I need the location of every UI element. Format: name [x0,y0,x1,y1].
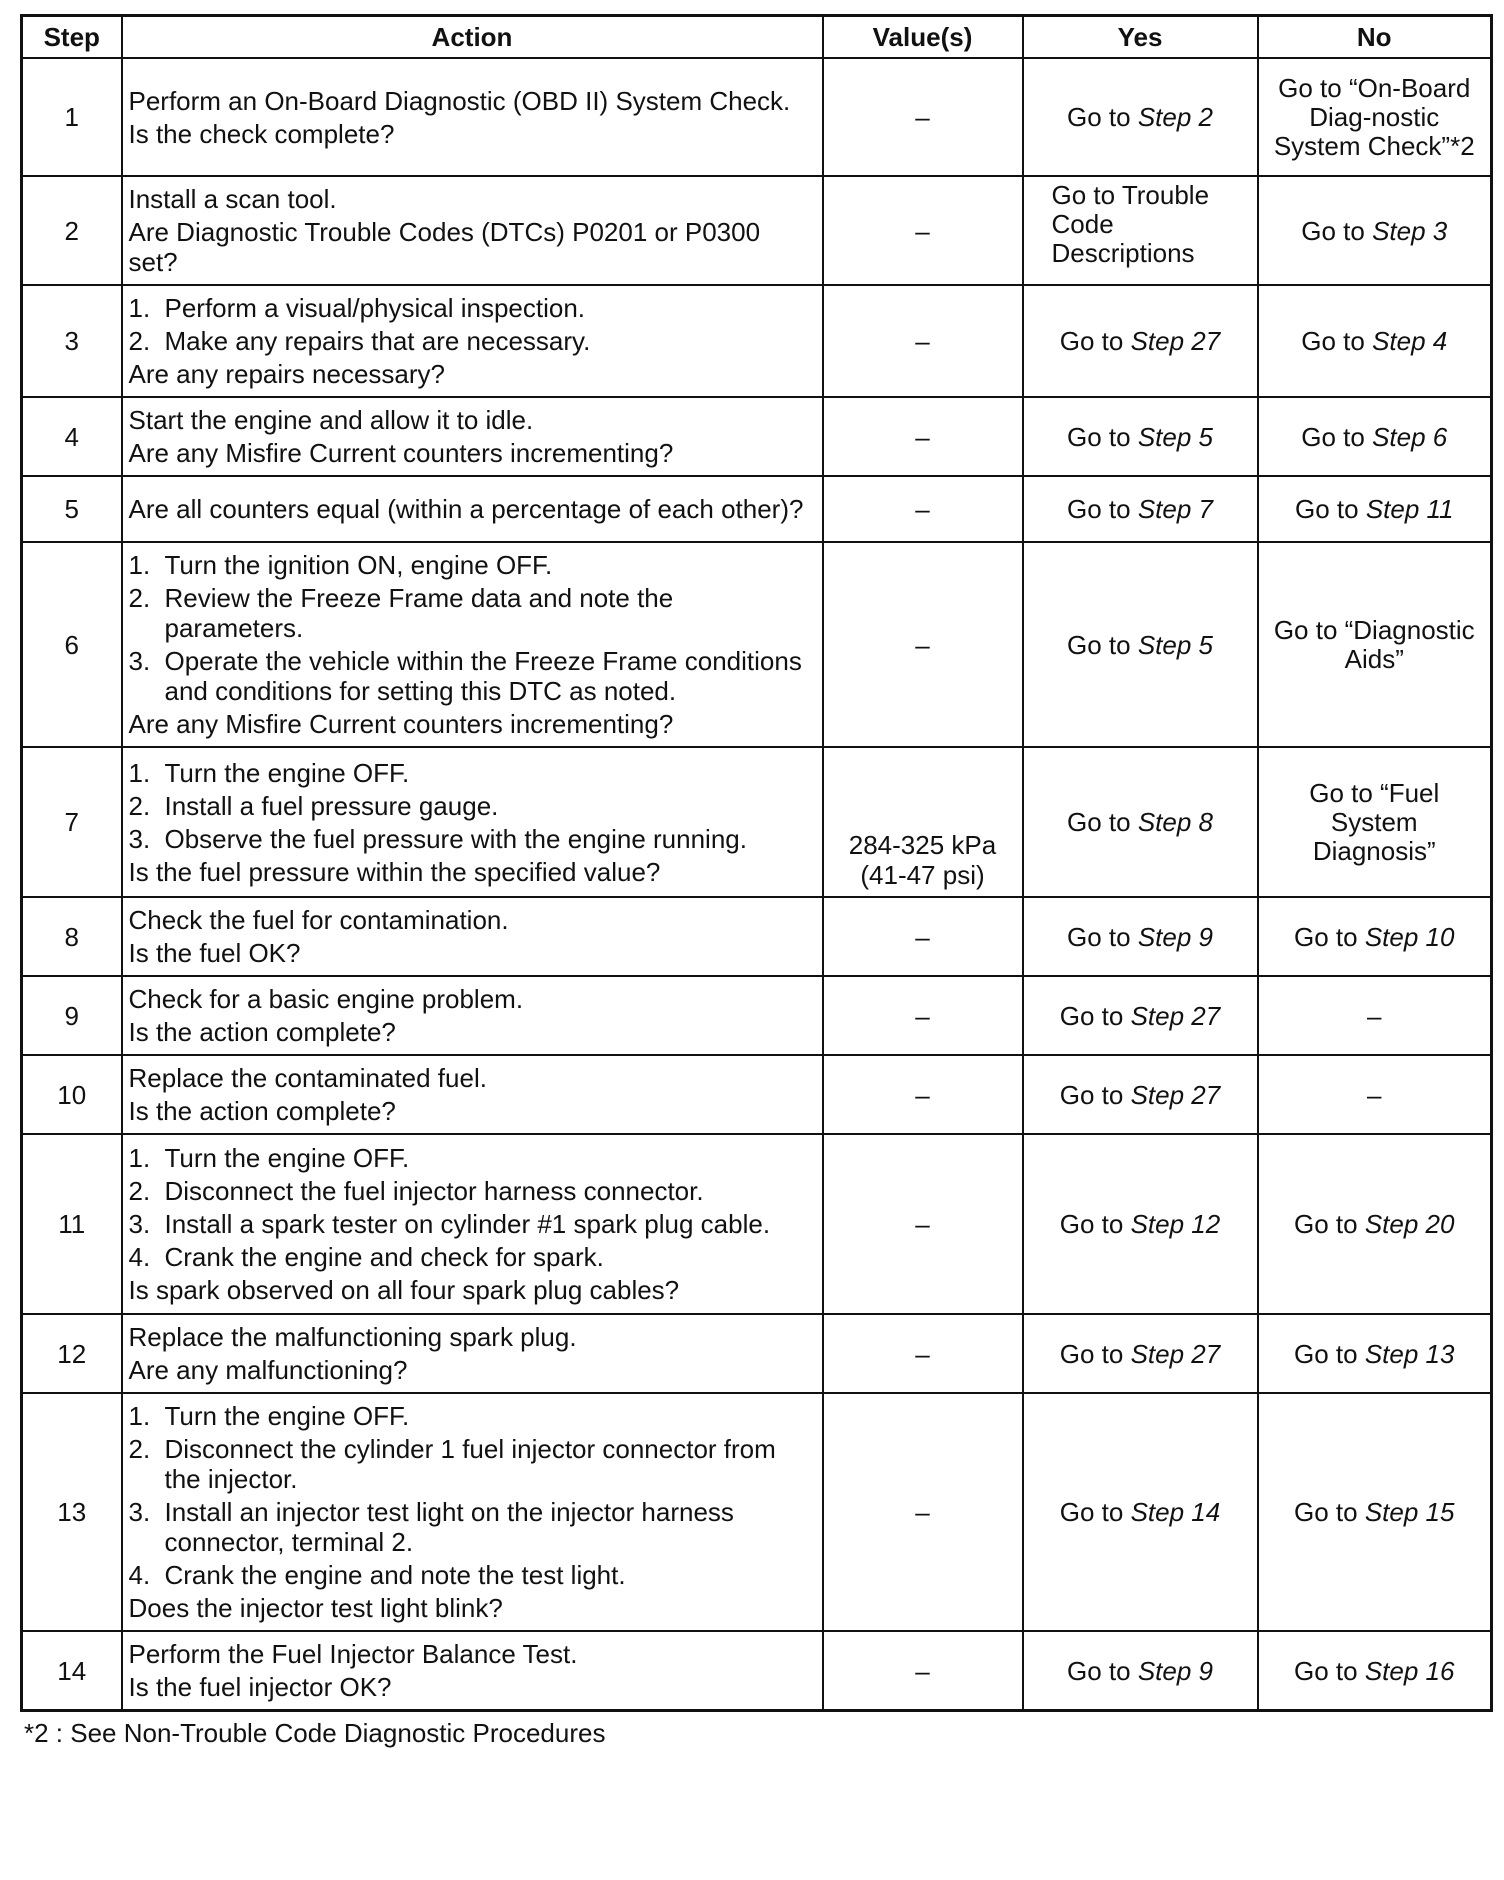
value-cell [823,897,1023,976]
yes-goto-link[interactable] [1060,326,1220,356]
yes-goto-link[interactable] [1060,1080,1220,1110]
goto-prefix: Go to [1294,1655,1358,1686]
action-list-item [129,326,816,356]
no-goto-link[interactable] [1294,1656,1454,1686]
no-goto-link[interactable]: Go to “Diagnostic Aids” [1273,614,1475,674]
action-list-item [129,1242,816,1272]
action-list-item [129,550,816,580]
value-cell [823,58,1023,176]
header-values: Value(s) [823,16,1023,59]
action-question: Is the action complete? [128,1096,396,1126]
yes-cell [1023,897,1258,976]
goto-prefix: Go to [1067,629,1131,660]
header-row [22,16,1492,59]
step-number: 10 [22,1055,122,1134]
goto-step: Step 15 [1364,1497,1455,1527]
value-cell [823,542,1023,747]
no-goto-link[interactable] [1294,1497,1454,1527]
yes-goto-link[interactable] [1067,102,1213,132]
table-row [22,1631,1492,1711]
goto-step: Step 27 [1130,1338,1221,1369]
no-goto-link[interactable]: Go to “On-Board Diag-nostic System Check”*2 [1273,72,1475,161]
footnote: *2 : See Non-Trouble Code Diagnostic Procedures [24,1718,606,1748]
header-step: Step [22,16,122,59]
action-item-number: 1. [128,1401,151,1431]
goto-prefix: Go to [1059,1497,1124,1527]
action-cell [122,1393,823,1631]
action-cell [122,1631,823,1711]
goto-prefix: Go to [1294,1338,1358,1369]
action-list-item [129,1401,816,1431]
action-question: Is the fuel pressure within the specified value? [128,856,661,887]
table-row [22,1055,1492,1134]
yes-goto-link[interactable] [1067,922,1213,952]
goto-step: Step 14 [1130,1497,1221,1527]
step-number: 11 [22,1134,122,1314]
yes-goto-link[interactable] [1060,1497,1220,1527]
no-cell [1258,542,1492,747]
yes-cell [1023,542,1258,747]
goto-prefix: Go to [1301,421,1365,452]
action-list-item [129,1176,816,1206]
table-row [22,476,1492,542]
goto-prefix: Go to [1301,215,1365,246]
yes-cell [1023,476,1258,542]
no-cell [1258,58,1492,176]
value-cell [823,176,1023,285]
goto-step: Step 5 [1137,629,1213,660]
no-cell [1258,1631,1492,1711]
value-cell [823,1631,1023,1711]
yes-goto-link[interactable] [1060,1209,1220,1239]
table-row [22,176,1492,285]
value-text: – [915,921,930,952]
no-goto-link[interactable] [1294,1339,1454,1369]
action-item-number: 1. [128,293,151,323]
value-cell [823,1134,1023,1314]
action-item-number: 1. [128,550,151,580]
action-text: Perform an On-Board Diagnostic (OBD II) System Check. [128,85,791,116]
action-list-item [129,1143,816,1173]
action-item-number: 2. [128,1434,151,1464]
action-item-number: 2. [128,790,151,821]
table-row [22,542,1492,747]
action-item-number: 2. [128,583,151,613]
no-goto-link[interactable] [1294,922,1454,952]
no-cell [1258,397,1492,476]
goto-step: Step 9 [1137,921,1213,952]
yes-cell [1023,1055,1258,1134]
action-item-number: 4. [128,1560,151,1590]
value-text: – [915,1000,930,1031]
goto-step: Step 4 [1372,326,1448,356]
value-cell [823,285,1023,397]
action-list-item [129,791,816,821]
value-cell [823,747,1023,897]
goto-prefix: Go to [1059,1079,1124,1110]
action-list-item [129,1497,816,1557]
action-cell [122,397,823,476]
header-yes: Yes [1023,16,1258,59]
action-question: Is the fuel OK? [128,938,301,968]
no-empty-dash: – [1367,1079,1382,1110]
goto-prefix: Go to [1301,326,1365,356]
yes-cell [1023,1134,1258,1314]
goto-prefix: Go to [1294,921,1358,952]
action-item-text: Crank the engine and check for spark. [164,1242,604,1272]
action-item-text: Turn the engine OFF. [164,757,410,788]
yes-cell [1023,58,1258,176]
yes-cell [1023,1314,1258,1393]
yes-goto-link[interactable] [1060,1339,1220,1369]
goto-step: Step 12 [1130,1209,1221,1239]
goto-step: Step 16 [1364,1655,1455,1686]
no-cell [1258,1055,1492,1134]
goto-prefix: Go to [1059,1000,1124,1031]
action-item-text: Observe the fuel pressure with the engine running. [164,823,747,854]
action-question: Are any repairs necessary? [128,359,445,389]
goto-step: Step 13 [1364,1338,1455,1369]
action-item-number: 3. [128,646,151,676]
value-cell [823,976,1023,1055]
goto-prefix: Go to [1294,494,1359,524]
action-item-number: 1. [128,1143,151,1173]
action-cell [122,285,823,397]
step-number: 5 [22,476,122,542]
value-text: – [915,1079,930,1110]
action-question: Are all counters equal (within a percentage of each other)? [128,494,804,524]
yes-goto-link[interactable]: Go to Trouble Code Descriptions [1051,180,1210,268]
action-item-text: Operate the vehicle within the Freeze Frame conditions and conditions for setting this DTC as noted. [164,646,802,706]
header-no: No [1258,16,1492,59]
no-goto-link[interactable] [1301,326,1447,356]
step-number: 12 [22,1314,122,1393]
no-cell [1258,976,1492,1055]
no-cell [1258,285,1492,397]
step-number: 7 [22,747,122,897]
action-item-number: 3. [128,1497,151,1527]
step-number: 1 [22,58,122,176]
yes-cell [1023,397,1258,476]
value-cell [823,397,1023,476]
no-goto-link[interactable] [1301,422,1447,452]
action-question: Is the action complete? [128,1017,396,1047]
goto-prefix: Go to [1067,421,1131,452]
table-row [22,58,1492,176]
table-row [22,285,1492,397]
goto-step: Step 8 [1137,807,1213,837]
action-item-text: Turn the ignition ON, engine OFF. [164,550,553,580]
action-list-item [129,824,816,854]
action-cell [122,542,823,747]
diagnostic-table [20,14,1493,1712]
step-number: 6 [22,542,122,747]
action-list-item [129,583,816,643]
table-row [22,897,1492,976]
action-text: Install a scan tool. [128,184,337,214]
action-item-number: 2. [128,1176,151,1206]
yes-cell [1023,176,1258,285]
value-text: – [915,326,930,356]
action-item-text: Install a spark tester on cylinder #1 spark plug cable. [164,1209,771,1239]
action-cell [122,476,823,542]
action-item-text: Install a fuel pressure gauge. [164,790,499,821]
action-cell [122,897,823,976]
action-list-item [129,293,816,323]
action-item-number: 3. [128,823,151,854]
no-goto-link[interactable] [1301,216,1447,246]
step-number: 13 [22,1393,122,1631]
yes-goto-link[interactable] [1067,807,1213,837]
goto-step: Step 10 [1364,921,1455,952]
step-number: 8 [22,897,122,976]
action-item-text: Perform a visual/physical inspection. [164,293,586,323]
step-number: 3 [22,285,122,397]
value-text: – [915,215,930,246]
no-cell [1258,897,1492,976]
action-text: Replace the contaminated fuel. [128,1063,487,1093]
value-text: – [915,629,930,660]
value-text: – [915,1338,930,1369]
action-question: Are any malfunctioning? [128,1355,408,1385]
goto-step: Step 9 [1137,1655,1213,1686]
goto-prefix: Go to [1294,1497,1358,1527]
goto-step: Step 27 [1130,1000,1221,1031]
goto-prefix: Go to [1067,807,1131,837]
action-text: Start the engine and allow it to idle. [128,405,534,435]
action-cell [122,747,823,897]
goto-step: Step 5 [1137,421,1213,452]
value-cell [823,476,1023,542]
goto-prefix: Go to [1059,326,1124,356]
goto-prefix: Go to [1067,921,1131,952]
yes-cell [1023,976,1258,1055]
value-cell [823,1314,1023,1393]
action-item-number: 1. [128,757,151,788]
value-cell [823,1055,1023,1134]
yes-goto-link[interactable] [1067,1656,1213,1686]
action-cell [122,58,823,176]
no-cell [1258,747,1492,897]
action-item-number: 4. [128,1242,151,1272]
no-cell [1258,1134,1492,1314]
yes-cell [1023,1393,1258,1631]
no-goto-link[interactable] [1295,494,1454,524]
action-question: Are any Misfire Current counters incrementing? [128,438,674,468]
action-item-text: Review the Freeze Frame data and note the parameters. [164,583,674,643]
action-item-text: Crank the engine and note the test light. [164,1560,626,1590]
value-text: – [915,1497,930,1527]
action-question: Is the check complete? [128,118,395,149]
action-item-number: 3. [128,1209,151,1239]
action-cell [122,1134,823,1314]
diagnostic-page [20,14,1490,1749]
no-empty-dash: – [1367,1000,1382,1031]
action-list-item [129,1560,816,1590]
table-row [22,747,1492,897]
goto-step: Step 3 [1372,215,1448,246]
value-text: – [915,1655,930,1686]
no-goto-link[interactable] [1294,1209,1454,1239]
value-text: – [915,494,930,524]
goto-prefix: Go to [1067,494,1131,524]
action-question: Are Diagnostic Trouble Codes (DTCs) P0201 or P0300 set? [128,217,761,277]
goto-step: Step 2 [1137,102,1213,132]
goto-prefix: Go to [1059,1338,1124,1369]
goto-prefix: Go to [1059,1209,1124,1239]
no-cell [1258,1314,1492,1393]
table-row [22,976,1492,1055]
yes-goto-link[interactable] [1060,1001,1220,1031]
yes-cell [1023,747,1258,897]
goto-step: Step 27 [1130,326,1221,356]
yes-cell [1023,285,1258,397]
table-row [22,1314,1492,1393]
table-row [22,1393,1492,1631]
action-question: Does the injector test light blink? [128,1593,503,1623]
action-question: Are any Misfire Current counters incrementing? [128,709,674,739]
yes-cell [1023,1631,1258,1711]
action-cell [122,176,823,285]
header-action: Action [122,16,823,59]
action-text: Replace the malfunctioning spark plug. [128,1322,577,1352]
value-text: – [915,102,930,132]
table-row [22,397,1492,476]
action-item-text: Turn the engine OFF. [164,1401,410,1431]
goto-step: Step 20 [1364,1209,1455,1239]
step-number: 2 [22,176,122,285]
action-list-item [129,1434,816,1494]
no-cell [1258,476,1492,542]
yes-goto-link[interactable] [1067,422,1213,452]
action-question: Is the fuel injector OK? [128,1672,392,1702]
action-item-text: Install an injector test light on the injector harness connector, terminal 2. [164,1497,734,1557]
step-number: 9 [22,976,122,1055]
value-text: 284-325 kPa (41-47 psi) [848,830,997,890]
goto-prefix: Go to [1294,1209,1358,1239]
action-cell [122,1055,823,1134]
action-text: Check the fuel for contamination. [128,905,509,935]
action-list-item [129,758,816,788]
step-number: 14 [22,1631,122,1711]
value-text: – [915,421,930,452]
action-item-text: Disconnect the fuel injector harness connector. [164,1176,704,1206]
goto-step: Step 27 [1130,1079,1221,1110]
goto-prefix: Go to [1067,102,1131,132]
value-text: – [915,1209,930,1239]
goto-prefix: Go to [1067,1655,1131,1686]
value-cell [823,1393,1023,1631]
action-item-text: Turn the engine OFF. [164,1143,410,1173]
action-cell [122,976,823,1055]
goto-step: Step 11 [1365,494,1454,524]
action-cell [122,1314,823,1393]
action-item-text: Make any repairs that are necessary. [164,326,591,356]
action-list-item [129,1209,816,1239]
no-cell [1258,1393,1492,1631]
step-number: 4 [22,397,122,476]
table-body [22,58,1492,1711]
yes-goto-link[interactable] [1067,630,1213,660]
goto-step: Step 7 [1137,494,1213,524]
action-text: Perform the Fuel Injector Balance Test. [128,1639,578,1669]
yes-goto-link[interactable] [1067,494,1213,524]
goto-step: Step 6 [1372,421,1448,452]
table-row [22,1134,1492,1314]
action-question: Is spark observed on all four spark plug cables? [128,1275,680,1305]
action-list-item [129,646,816,706]
action-text: Check for a basic engine problem. [128,984,524,1014]
action-item-text: Disconnect the cylinder 1 fuel injector connector from the injector. [164,1434,776,1494]
action-item-number: 2. [128,326,151,356]
no-goto-link[interactable]: Go to “Fuel System Diagnosis” [1309,777,1440,866]
no-cell [1258,176,1492,285]
